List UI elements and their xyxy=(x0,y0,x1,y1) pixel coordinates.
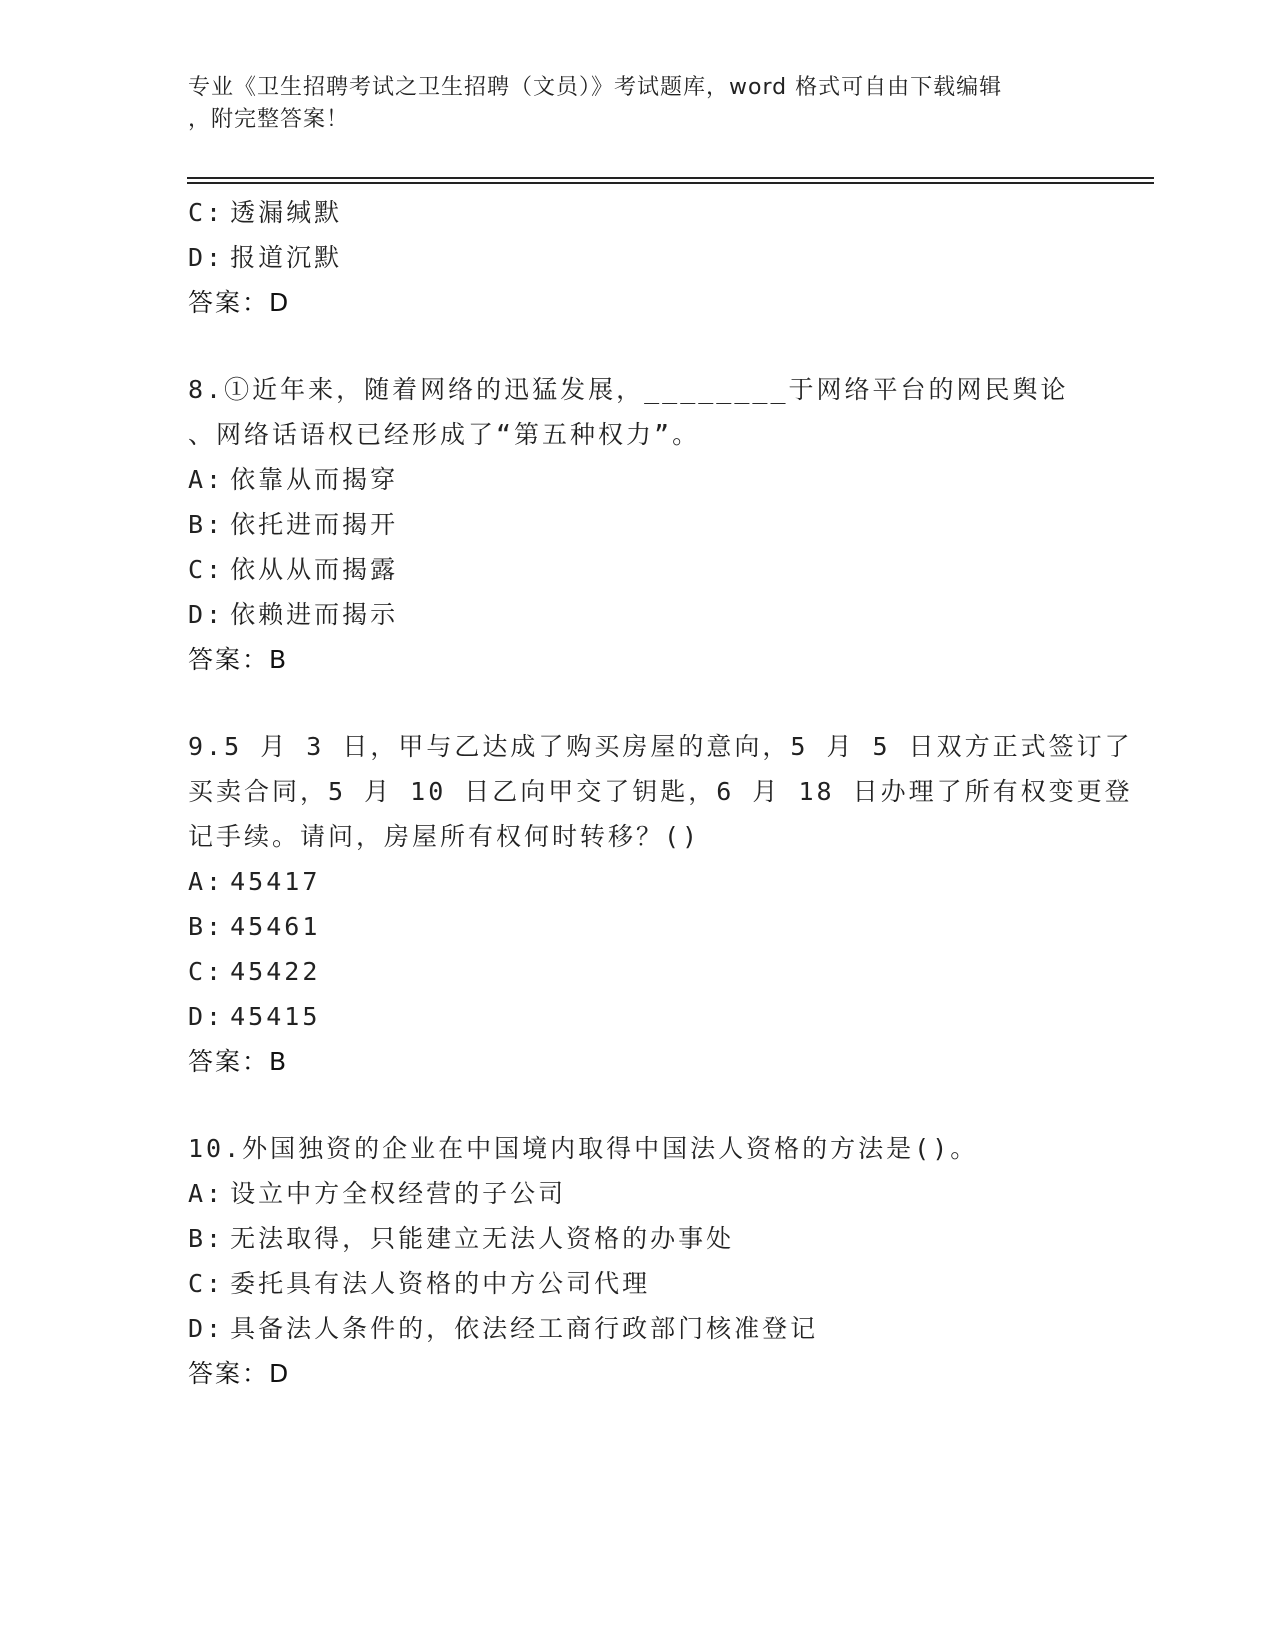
option-d: D: 依赖进而揭示 xyxy=(188,600,399,629)
answer-line: 答案：B xyxy=(188,645,289,674)
question-text-line: 8.①近年来，随着网络的迅猛发展，________于网络平台的网民舆论 xyxy=(188,375,1069,404)
option-a: A: 45417 xyxy=(188,867,321,896)
spacer xyxy=(188,325,1088,367)
question-text-line: 、网络话语权已经形成了“第五种权力”。 xyxy=(188,420,701,449)
option-b: B: 无法取得，只能建立无法人资格的办事处 xyxy=(188,1224,735,1253)
answer-line: 答案：B xyxy=(188,1047,289,1076)
question-text-line: 买卖合同，5 月 10 日乙向甲交了钥匙，6 月 18 日办理了所有权变更登 xyxy=(188,777,1133,806)
header-title-line-2: ，附完整答案！ xyxy=(188,107,350,132)
question-text-line: 9.5 月 3 日，甲与乙达成了购买房屋的意向，5 月 5 日双方正式签订了 xyxy=(188,732,1133,761)
option-d: D: 报道沉默 xyxy=(188,243,343,272)
answer-line: 答案：D xyxy=(188,1359,291,1388)
option-c: C: 45422 xyxy=(188,957,321,986)
option-d: D: 具备法人条件的，依法经工商行政部门核准登记 xyxy=(188,1314,819,1343)
document-header xyxy=(188,72,1068,136)
question-list xyxy=(188,190,1133,1396)
header-divider-top xyxy=(187,177,1154,179)
question-text-line: 10.外国独资的企业在中国境内取得中国法人资格的方法是()。 xyxy=(188,1134,979,1163)
question-block-10 xyxy=(188,1126,1088,1396)
option-b: B: 45461 xyxy=(188,912,321,941)
header-divider-bottom xyxy=(187,182,1154,184)
answer-line: 答案：D xyxy=(188,288,291,317)
question-block-7-continued xyxy=(188,190,1088,325)
option-c: C: 依从从而揭露 xyxy=(188,555,399,584)
header-title-line-1: 专业《卫生招聘考试之卫生招聘（文员）》考试题库，word 格式可自由下载编辑 xyxy=(188,75,1003,100)
option-a: A: 依靠从而揭穿 xyxy=(188,465,399,494)
option-d: D: 45415 xyxy=(188,1002,321,1031)
question-text-line: 记手续。请问，房屋所有权何时转移？() xyxy=(188,822,701,851)
spacer xyxy=(188,682,1088,724)
option-c: C: 委托具有法人资格的中方公司代理 xyxy=(188,1269,651,1298)
option-b: B: 依托进而揭开 xyxy=(188,510,399,539)
spacer xyxy=(188,1084,1088,1126)
question-block-9 xyxy=(188,724,1133,1084)
option-a: A: 设立中方全权经营的子公司 xyxy=(188,1179,567,1208)
question-block-8 xyxy=(188,367,1088,682)
option-c: C: 透漏缄默 xyxy=(188,198,343,227)
